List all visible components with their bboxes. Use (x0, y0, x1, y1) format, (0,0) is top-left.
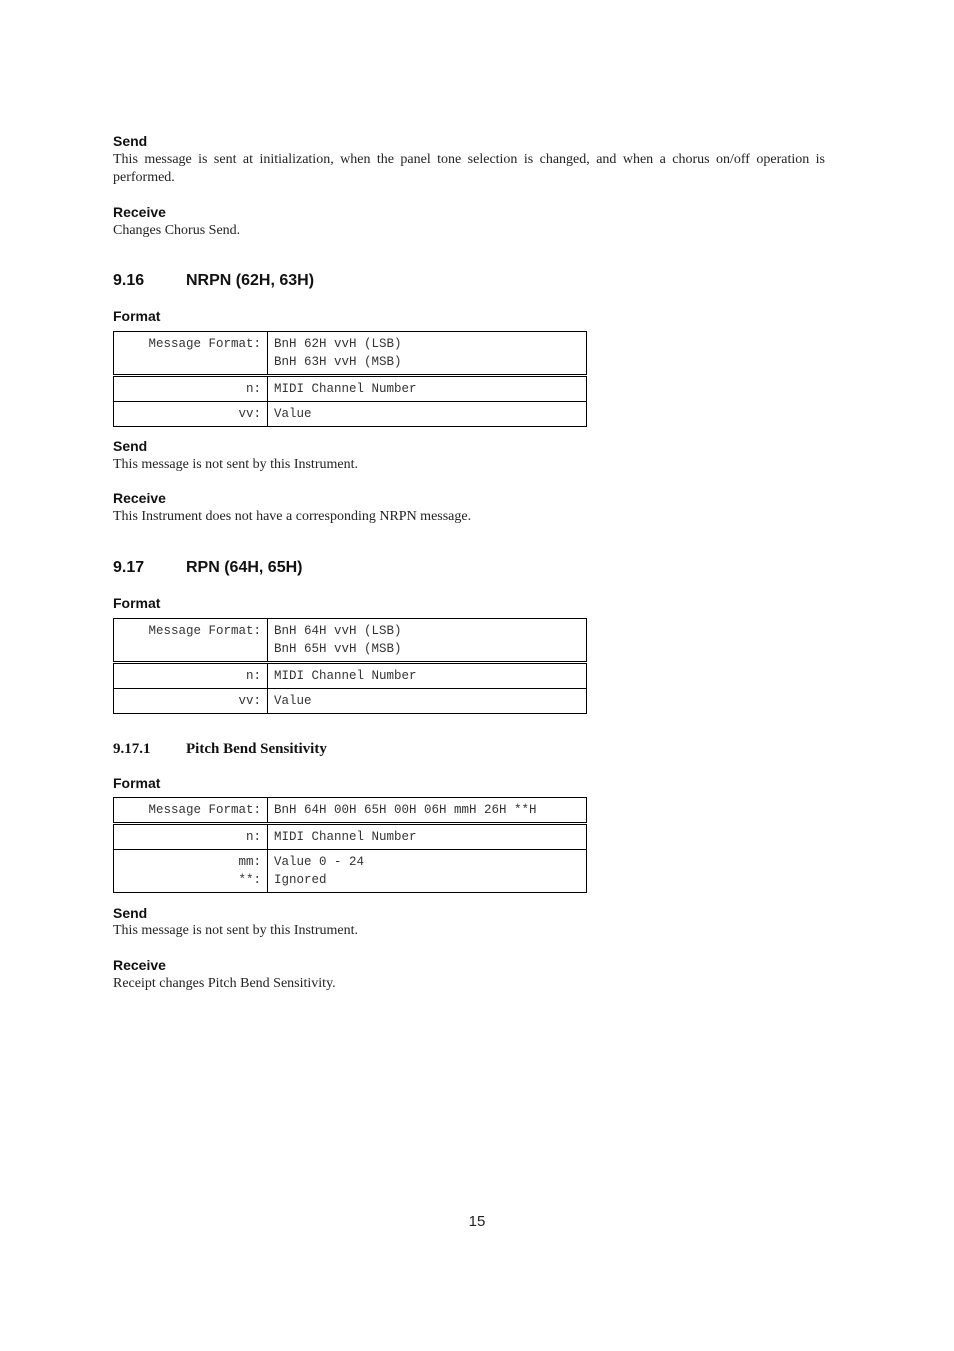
table-key: Message Format: (114, 798, 268, 824)
table-value (268, 850, 587, 893)
nrpn-format-table (113, 331, 587, 427)
receive-heading: Receive (113, 957, 166, 973)
table-key: n: (114, 663, 268, 689)
format-heading: Format (113, 775, 161, 791)
table-row (114, 332, 587, 376)
table-key: Message Format: (114, 332, 268, 376)
subsection-title-9-17-1 (113, 741, 327, 758)
value-line: Value 0 - 24 (274, 855, 365, 869)
table-key: vv: (114, 402, 268, 427)
subsection-heading: Pitch Bend Sensitivity (186, 741, 327, 757)
rpn-format-table (113, 618, 587, 714)
send-heading: Send (113, 905, 148, 921)
table-row (114, 798, 587, 824)
table-value: BnH 64H 00H 65H 00H 06H mmH 26H **H (268, 798, 587, 824)
table-row (114, 619, 587, 663)
table-row (114, 663, 587, 689)
table-row (114, 402, 587, 427)
section-title-9-17 (113, 559, 302, 577)
receive-paragraph: Receipt changes Pitch Bend Sensitivity. (113, 976, 336, 991)
section-number: 9.17 (113, 559, 145, 576)
table-key: vv: (114, 689, 268, 714)
value-line: BnH 63H vvH (MSB) (274, 355, 402, 369)
send-heading: Send (113, 438, 148, 454)
table-row (114, 850, 587, 893)
table-key: Message Format: (114, 619, 268, 663)
page-number: 15 (468, 1213, 486, 1230)
table-key: n: (114, 376, 268, 402)
table-value (268, 332, 587, 376)
receive-paragraph: Changes Chorus Send. (113, 223, 241, 238)
table-value: MIDI Channel Number (268, 824, 587, 850)
format-heading: Format (113, 308, 161, 324)
section-heading: NRPN (62H, 63H) (186, 272, 315, 289)
pitch-bend-format-table (113, 797, 587, 893)
section-title-9-16 (113, 272, 314, 290)
send-paragraph: This message is sent at initialization, when the panel tone selection is changed, and when a chorus on/off operation is performed. (113, 152, 825, 185)
table-value: Value (268, 689, 587, 714)
key-line: **: (238, 873, 261, 887)
table-key (114, 850, 268, 893)
subsection-number: 9.17.1 (113, 741, 151, 757)
table-value (268, 619, 587, 663)
send-paragraph: This message is not sent by this Instrument. (113, 923, 358, 938)
send-paragraph: This message is not sent by this Instrument. (113, 457, 358, 472)
value-line: BnH 62H vvH (LSB) (274, 337, 402, 351)
value-line: BnH 65H vvH (MSB) (274, 642, 402, 656)
key-line: mm: (238, 855, 261, 869)
table-value: MIDI Channel Number (268, 376, 587, 402)
table-key: n: (114, 824, 268, 850)
receive-heading: Receive (113, 490, 166, 506)
section-heading: RPN (64H, 65H) (186, 559, 303, 576)
format-heading: Format (113, 595, 161, 611)
value-line: Ignored (274, 873, 327, 887)
table-row (114, 376, 587, 402)
table-row (114, 689, 587, 714)
section-number: 9.16 (113, 272, 145, 289)
send-heading: Send (113, 133, 148, 149)
table-row (114, 824, 587, 850)
receive-heading: Receive (113, 204, 166, 220)
receive-paragraph: This Instrument does not have a corresponding NRPN message. (113, 509, 472, 524)
table-value: Value (268, 402, 587, 427)
value-line: BnH 64H vvH (LSB) (274, 624, 402, 638)
table-value: MIDI Channel Number (268, 663, 587, 689)
